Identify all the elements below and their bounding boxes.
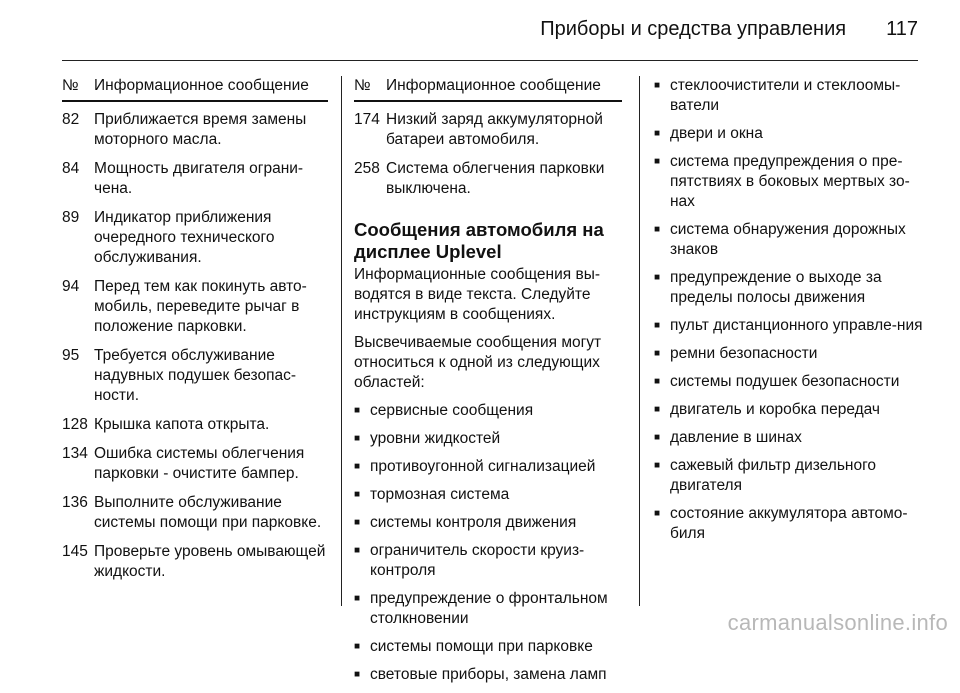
column-3 [654, 76, 924, 552]
row-text: Крышка капота открыта. [94, 416, 270, 433]
bullet-icon: ■ [654, 348, 661, 359]
list-item [354, 401, 622, 421]
section-title: Сообщения автомобиля на дисплее Uplevel [354, 219, 604, 262]
list-item-text: система обнаружения дорожных знаков [670, 221, 906, 258]
row-text: Перед тем как покинуть авто-мобиль, переведите рычаг в положение парковки. [94, 278, 307, 335]
row-text: Приближается время замены моторного масла. [94, 111, 307, 148]
list-item-text: двери и окна [670, 125, 763, 142]
section-paragraph-2: Высвечиваемые сообщения могут относиться к одной из следующих областей: [354, 334, 602, 391]
list-item [654, 268, 924, 308]
areas-list-2 [654, 76, 924, 544]
table-header-message: Информационное сообщение [94, 77, 309, 94]
list-item-text: тормозная система [370, 486, 510, 503]
bullet-icon: ■ [354, 593, 361, 604]
row-text: Система облегчения парковки выключена. [386, 160, 605, 197]
bullet-icon: ■ [654, 156, 661, 167]
bullet-icon: ■ [654, 508, 661, 519]
column-1 [62, 76, 328, 591]
table-header-message: Информационное сообщение [386, 77, 601, 94]
table-row [62, 208, 328, 268]
table-row [62, 542, 328, 582]
list-item-text: световые приборы, замена ламп [370, 666, 607, 683]
list-item [654, 220, 924, 260]
table-row [62, 493, 328, 533]
list-item-text: сервисные сообщения [370, 402, 534, 419]
list-item [354, 541, 622, 581]
list-item [654, 504, 924, 544]
list-item-text: ремни безопасности [670, 345, 818, 362]
table-row [62, 159, 328, 199]
bullet-icon: ■ [354, 669, 361, 680]
list-item [654, 76, 924, 116]
list-item-text: система предупреждения о пре-пятствиях в боковых мертвых зо-нах [670, 153, 910, 210]
list-item [654, 124, 924, 144]
row-number: 95 [62, 347, 80, 364]
bullet-icon: ■ [654, 128, 661, 139]
row-number: 258 [354, 160, 380, 177]
table-row [62, 346, 328, 406]
table-header-number: № [354, 77, 371, 94]
watermark: carmanualsonline.info [727, 610, 948, 635]
bullet-icon: ■ [654, 432, 661, 443]
bullet-icon: ■ [654, 404, 661, 415]
page-number: 117 [886, 18, 918, 40]
page-title: Приборы и средства управления [540, 18, 847, 40]
bullet-icon: ■ [354, 545, 361, 556]
list-item [354, 665, 622, 685]
column-divider-1 [341, 76, 342, 606]
list-item [654, 372, 924, 392]
row-text: Проверьте уровень омывающей жидкости. [94, 543, 326, 580]
list-item-text: стеклоочистители и стеклоомы-ватели [670, 77, 901, 114]
row-number: 174 [354, 111, 380, 128]
list-item [354, 457, 622, 477]
row-text: Выполните обслуживание системы помощи при парковке. [94, 494, 322, 531]
column-divider-2 [639, 76, 640, 606]
bullet-icon: ■ [654, 320, 661, 331]
row-number: 89 [62, 209, 80, 226]
page-header [540, 18, 918, 41]
bullet-icon: ■ [654, 80, 661, 91]
row-number: 94 [62, 278, 80, 295]
table-header [354, 76, 622, 102]
list-item [654, 400, 924, 420]
list-item-text: предупреждение о выходе за пределы полосы движения [670, 269, 882, 306]
list-item [654, 152, 924, 212]
row-text: Низкий заряд аккумуляторной батареи автомобиля. [386, 111, 603, 148]
row-number: 136 [62, 494, 88, 511]
list-item [354, 485, 622, 505]
list-item-text: сажевый фильтр дизельного двигателя [670, 457, 877, 494]
message-table-1 [62, 110, 328, 582]
table-row [62, 444, 328, 484]
table-header [62, 76, 328, 102]
table-row [354, 110, 622, 150]
row-number: 82 [62, 111, 80, 128]
bullet-icon: ■ [354, 489, 361, 500]
table-row [62, 110, 328, 150]
list-item-text: системы контроля движения [370, 514, 577, 531]
bullet-icon: ■ [354, 405, 361, 416]
row-text: Ошибка системы облегчения парковки - очистите бампер. [94, 445, 305, 482]
list-item [654, 456, 924, 496]
row-text: Требуется обслуживание надувных подушек безопас-ности. [94, 347, 297, 404]
section-paragraph-1: Информационные сообщения вы-водятся в виде текста. Следуйте инструкциям в сообщениях. [354, 266, 601, 323]
list-item-text: системы помощи при парковке [370, 638, 593, 655]
bullet-icon: ■ [354, 461, 361, 472]
row-number: 134 [62, 445, 88, 462]
table-row [62, 277, 328, 337]
list-item-text: уровни жидкостей [370, 430, 501, 447]
bullet-icon: ■ [654, 224, 661, 235]
list-item [654, 344, 924, 364]
list-item-text: предупреждение о фронтальном столкновении [370, 590, 608, 627]
bullet-icon: ■ [354, 641, 361, 652]
list-item-text: противоугонной сигнализацией [370, 458, 596, 475]
bullet-icon: ■ [654, 460, 661, 471]
list-item-text: давление в шинах [670, 429, 802, 446]
list-item [354, 637, 622, 657]
column-2 [354, 76, 622, 693]
table-header-number: № [62, 77, 79, 94]
bullet-icon: ■ [354, 433, 361, 444]
list-item-text: ограничитель скорости круиз-контроля [370, 542, 585, 579]
row-number: 128 [62, 416, 88, 433]
row-number: 145 [62, 543, 88, 560]
list-item-text: системы подушек безопасности [670, 373, 900, 390]
areas-list-1 [354, 401, 622, 685]
table-row [354, 159, 622, 199]
message-table-2 [354, 110, 622, 199]
list-item [354, 429, 622, 449]
table-row [62, 415, 328, 435]
list-item [654, 428, 924, 448]
row-text: Мощность двигателя ограни-чена. [94, 160, 304, 197]
bullet-icon: ■ [354, 517, 361, 528]
bullet-icon: ■ [654, 272, 661, 283]
list-item-text: состояние аккумулятора автомо-биля [670, 505, 908, 542]
row-text: Индикатор приближения очередного технического обслуживания. [94, 209, 275, 266]
list-item-text: двигатель и коробка передач [670, 401, 881, 418]
list-item [654, 316, 924, 336]
row-number: 84 [62, 160, 80, 177]
list-item [354, 589, 622, 629]
header-rule [62, 60, 918, 61]
list-item [354, 513, 622, 533]
list-item-text: пульт дистанционного управле-ния [670, 317, 923, 334]
bullet-icon: ■ [654, 376, 661, 387]
